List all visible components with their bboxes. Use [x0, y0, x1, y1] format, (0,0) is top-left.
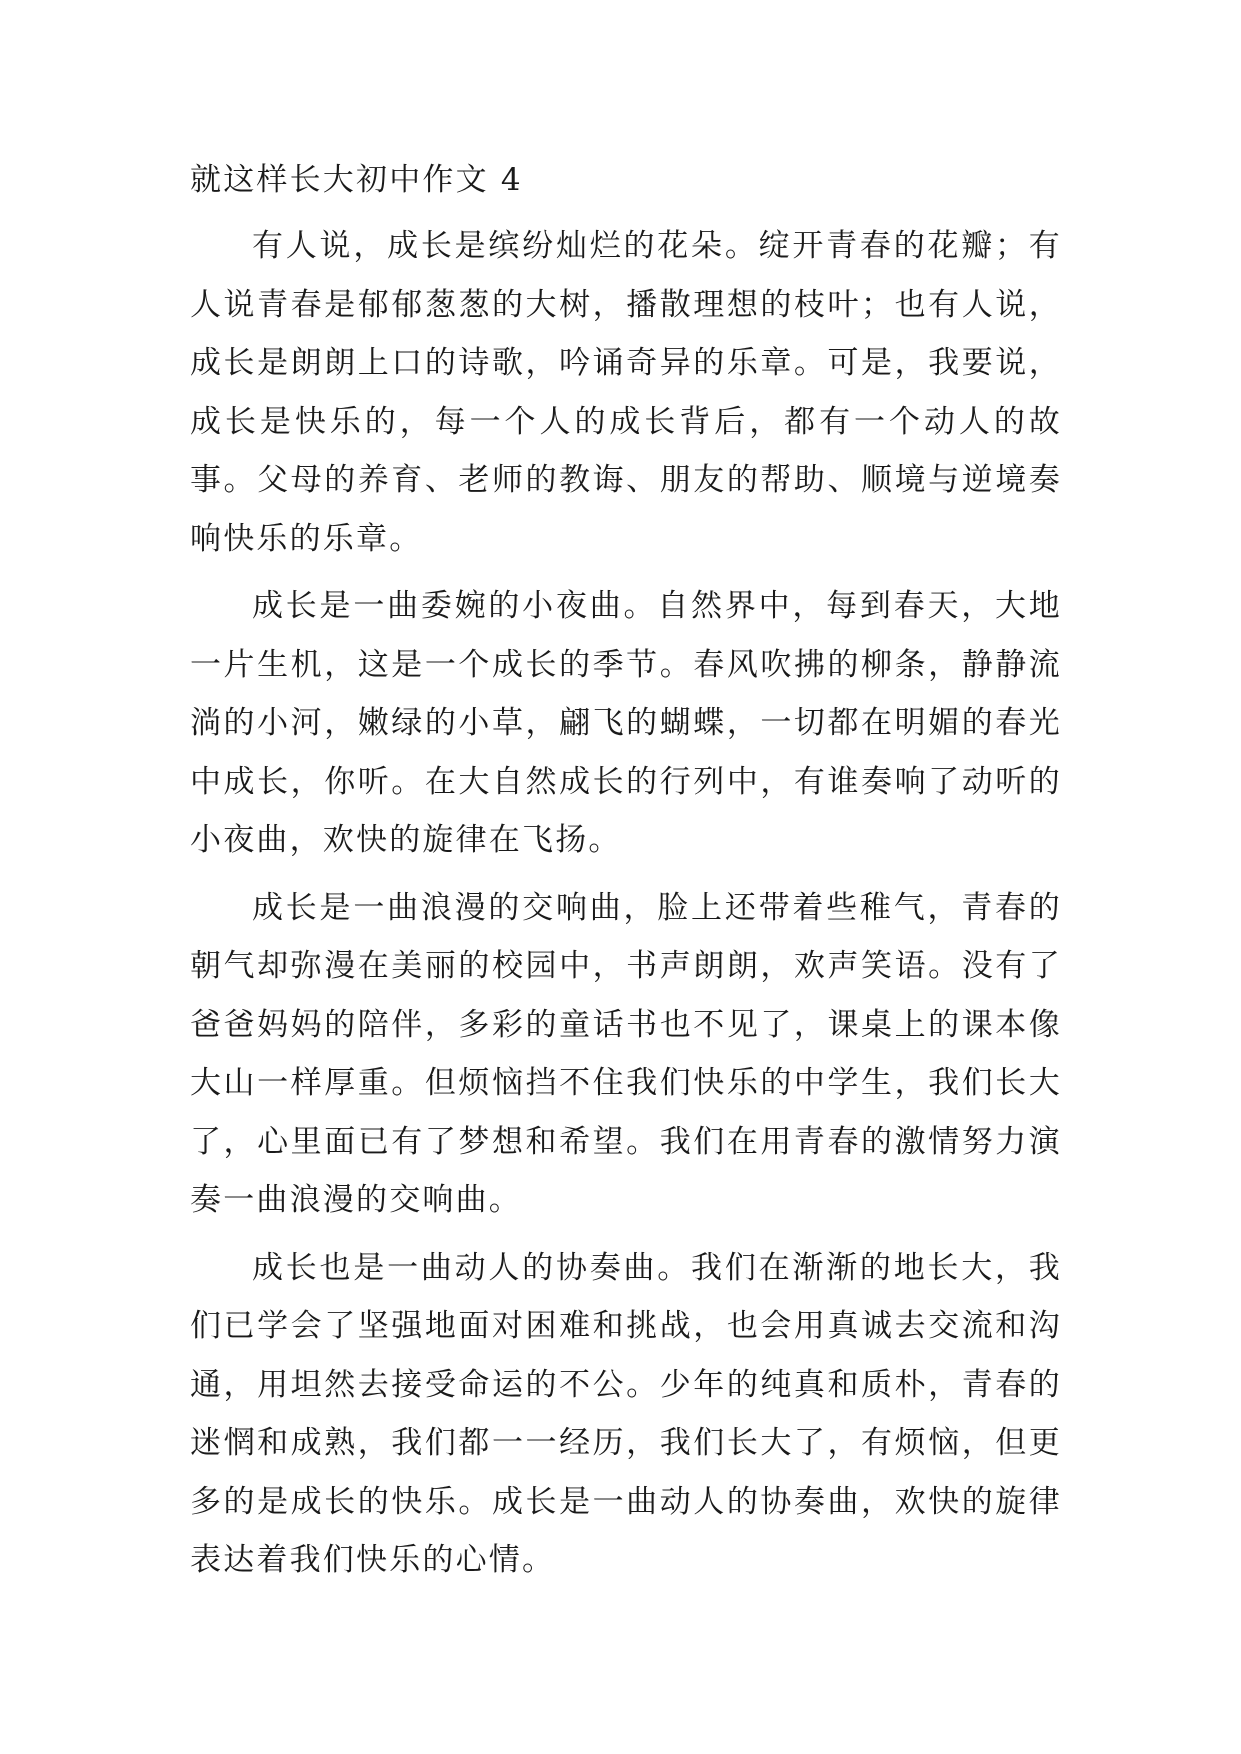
paragraph-3: 成长是一曲浪漫的交响曲，脸上还带着些稚气，青春的朝气却弥漫在美丽的校园中，书声朗朗，欢声笑语。没有了爸爸妈妈的陪伴，多彩的童话书也不见了，课桌上的课本像大山一样厚重。但烦恼挡不住我们快乐的中学生，我们长大了，心里面已有了梦想和希望。我们在用青春的激情努力演奏一曲浪漫的交响曲。 [190, 889, 1062, 1218]
document-body [190, 152, 1062, 1599]
paragraph-4: 成长也是一曲动人的协奏曲。我们在渐渐的地长大，我们已学会了坚强地面对困难和挑战，也会用真诚去交流和沟通，用坦然去接受命运的不公。少年的纯真和质朴，青春的迷惘和成熟，我们都一一经历，我们长大了，有烦恼，但更多的是成长的快乐。成长是一曲动人的协奏曲，欢快的旋律表达着我们快乐的心情。 [190, 1249, 1062, 1578]
paragraph-1: 有人说，成长是缤纷灿烂的花朵。绽开青春的花瓣；有人说青春是郁郁葱葱的大树，播散理想的枝叶；也有人说，成长是朗朗上口的诗歌，吟诵奇异的乐章。可是，我要说，成长是快乐的，每一个人的成长背后，都有一个动人的故事。父母的养育、老师的教诲、朋友的帮助、顺境与逆境奏响快乐的乐章。 [190, 228, 1062, 557]
document-title: 就这样长大初中作文 4 [190, 162, 523, 198]
paragraph-2: 成长是一曲委婉的小夜曲。自然界中，每到春天，大地一片生机，这是一个成长的季节。春风吹拂的柳条，静静流淌的小河，嫩绿的小草，翩飞的蝴蝶，一切都在明媚的春光中成长，你听。在大自然成长的行列中，有谁奏响了动听的小夜曲，欢快的旋律在飞扬。 [190, 588, 1062, 858]
